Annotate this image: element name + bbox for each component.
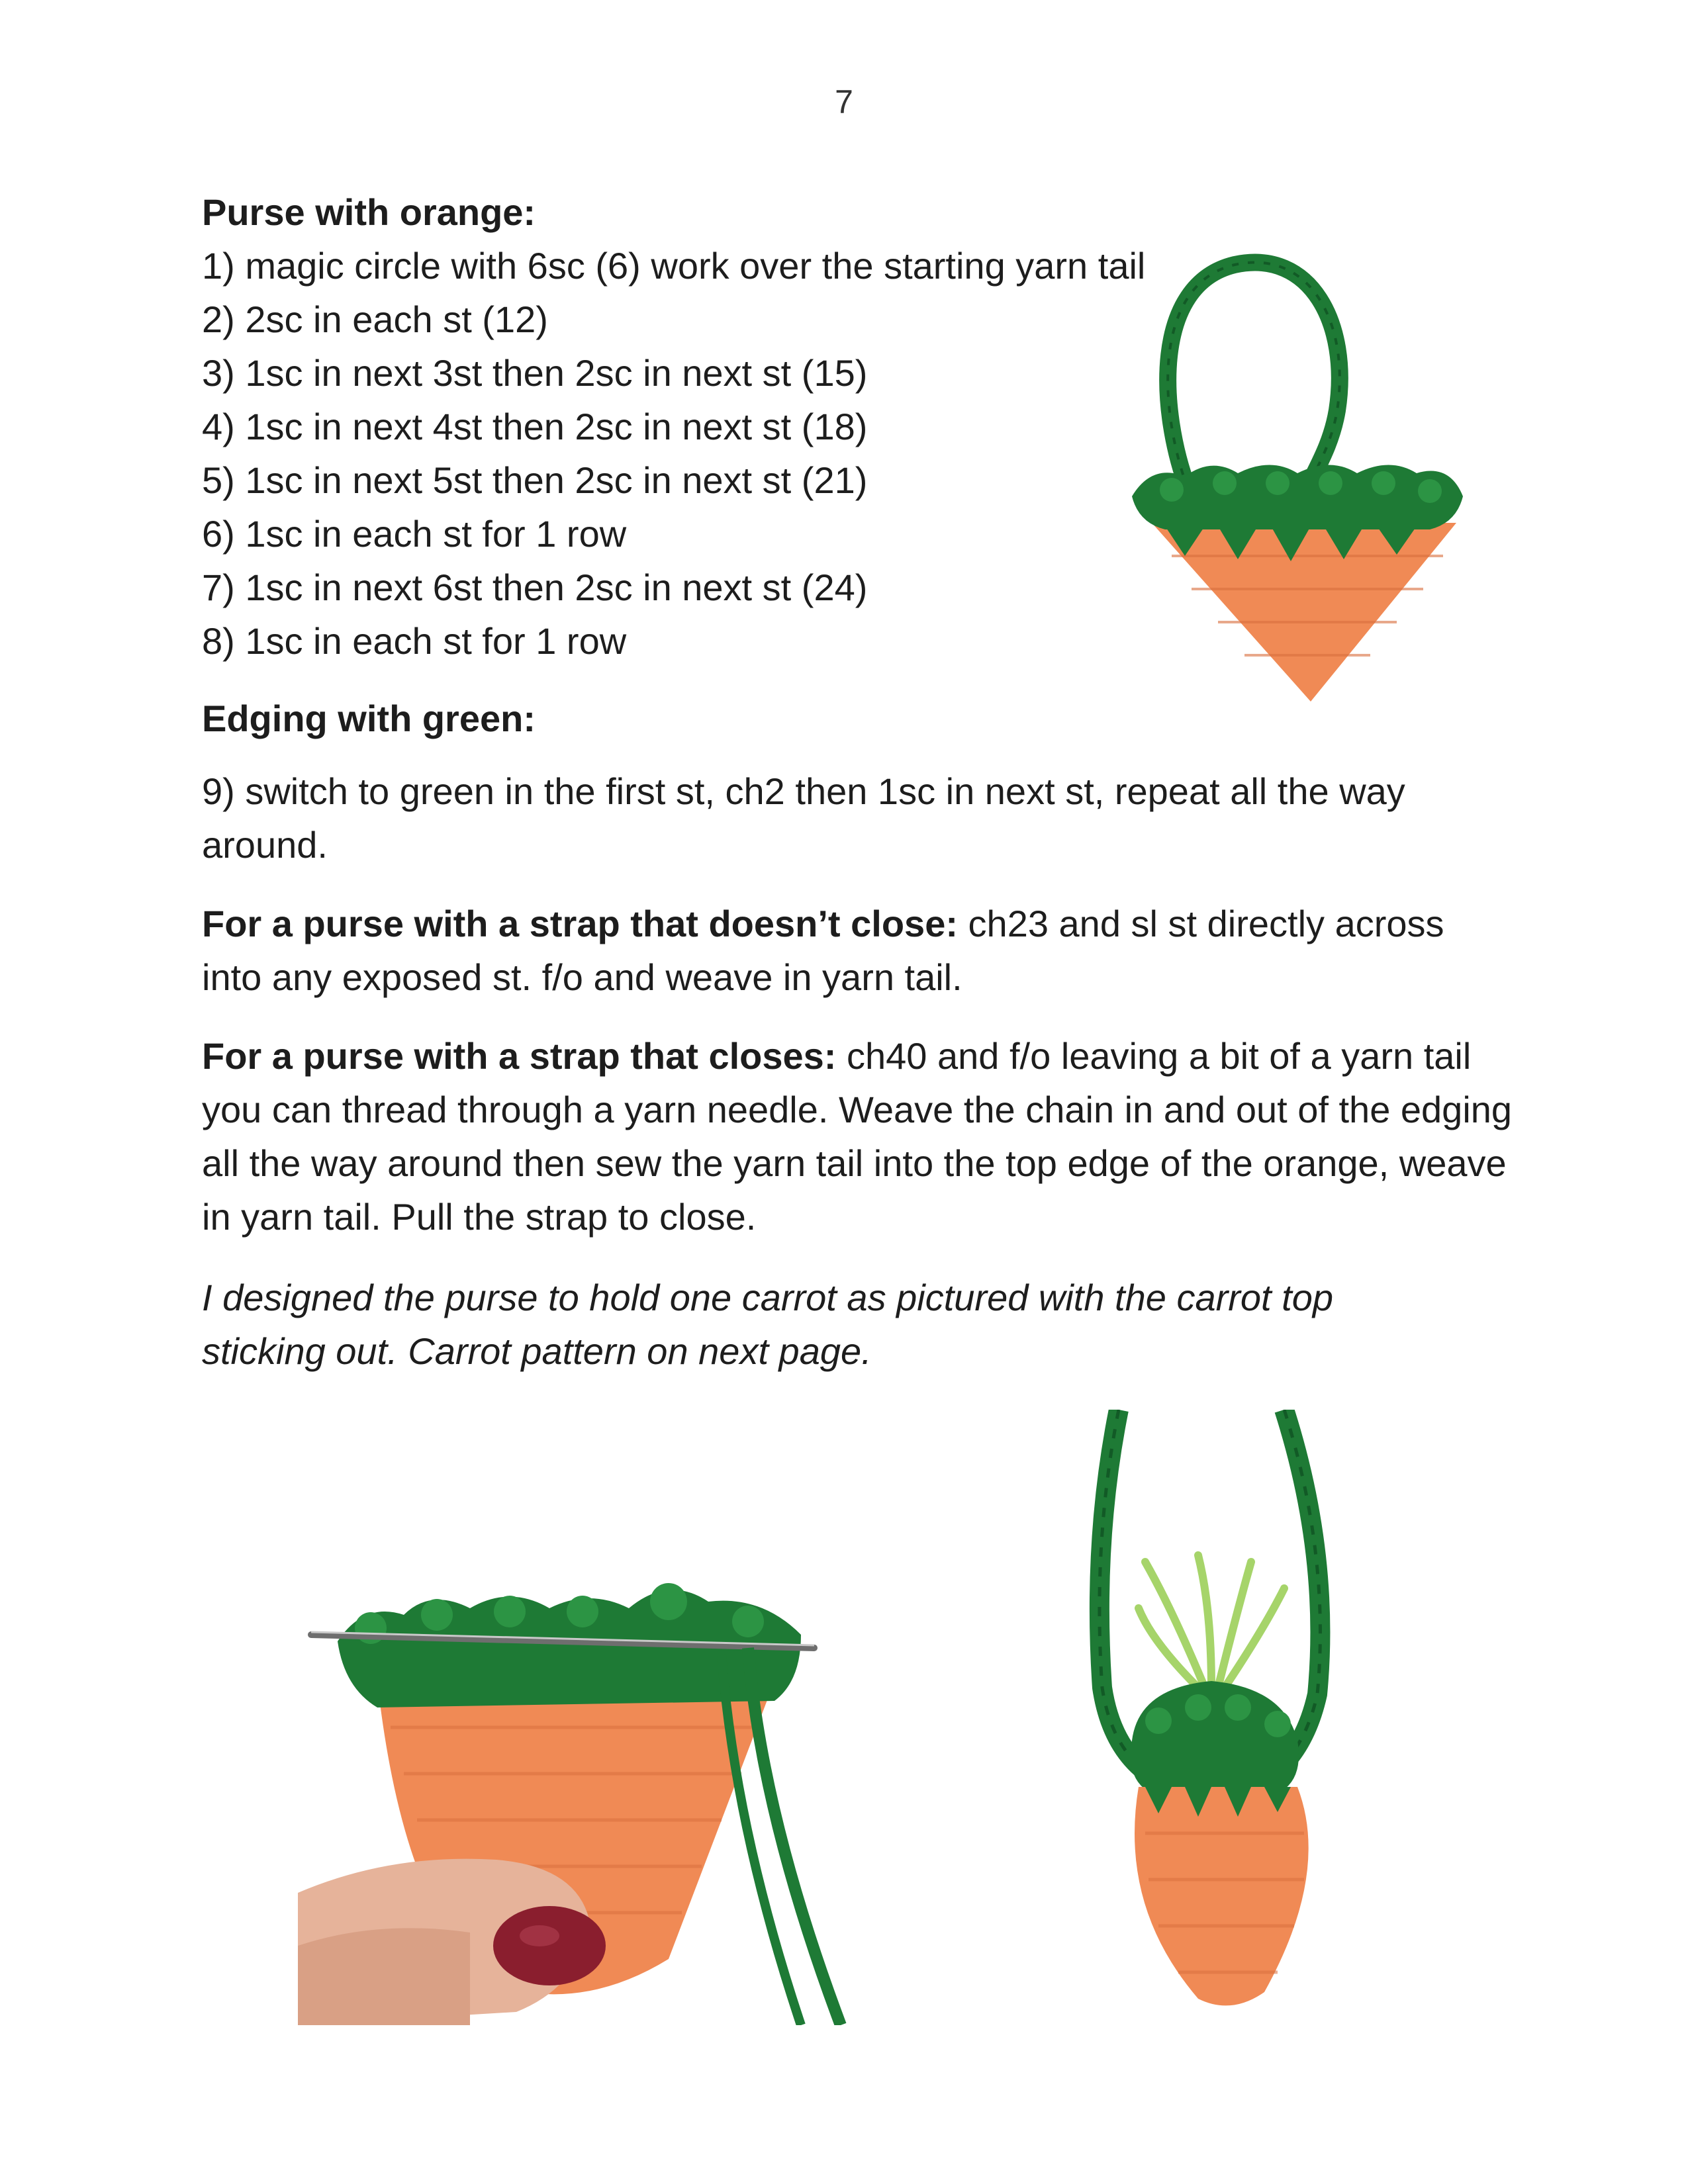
- edging-step: 9) switch to green in the first st, ch2 then 1sc in next st, repeat all the way around.: [202, 770, 1405, 866]
- purse-heading: Purse with orange:: [202, 191, 536, 233]
- edging-step-block: [202, 764, 1499, 872]
- strap-no-close-paragraph: [202, 897, 1446, 1004]
- page-number: 7: [835, 83, 853, 120]
- strap-closes-paragraph: [202, 1029, 1513, 1244]
- needle-weaving-photo: [298, 1549, 847, 2025]
- step-8: 8) 1sc in each st for 1 row: [202, 620, 627, 662]
- step-6: 6) 1sc in each st for 1 row: [202, 513, 627, 555]
- strap-closes-lead: For a purse with a strap that closes:: [202, 1035, 837, 1077]
- step-7: 7) 1sc in next 6st then 2sc in next st (24): [202, 567, 868, 608]
- strap-no-close-text: ch23 and sl st directly across into any exposed st. f/o and weave in yarn tail.: [202, 903, 1444, 998]
- strap-no-close-block: [202, 897, 1446, 1004]
- purse-with-handle-photo: [1112, 245, 1483, 708]
- step-1: 1) magic circle with 6sc (6) work over the starting yarn tail: [202, 245, 1146, 287]
- step-3: 3) 1sc in next 3st then 2sc in next st (15): [202, 352, 868, 394]
- note-block: [202, 1271, 1440, 1378]
- edging-heading: Edging with green:: [202, 698, 536, 739]
- note-text: I designed the purse to hold one carrot as pictured with the carrot top sticking out. Carrot pattern on next page.: [202, 1277, 1334, 1372]
- step-2: 2) 2sc in each st (12): [202, 298, 548, 340]
- strap-closes-block: [202, 1029, 1513, 1244]
- step-5: 5) 1sc in next 5st then 2sc in next st (21): [202, 459, 868, 501]
- step-4: 4) 1sc in next 4st then 2sc in next st (18): [202, 406, 868, 447]
- strap-no-close-lead: For a purse with a strap that doesn’t close:: [202, 903, 958, 944]
- strap-closes-text: ch40 and f/o leaving a bit of a yarn tail you can thread through a yarn needle. Weave the chain in and out of the edging all the way around then sew the yarn tail into the top edge of the orange, weave in yarn tail. Pull the strap to close.: [202, 1035, 1513, 1238]
- closed-purse-with-carrot-photo: [1066, 1410, 1397, 2012]
